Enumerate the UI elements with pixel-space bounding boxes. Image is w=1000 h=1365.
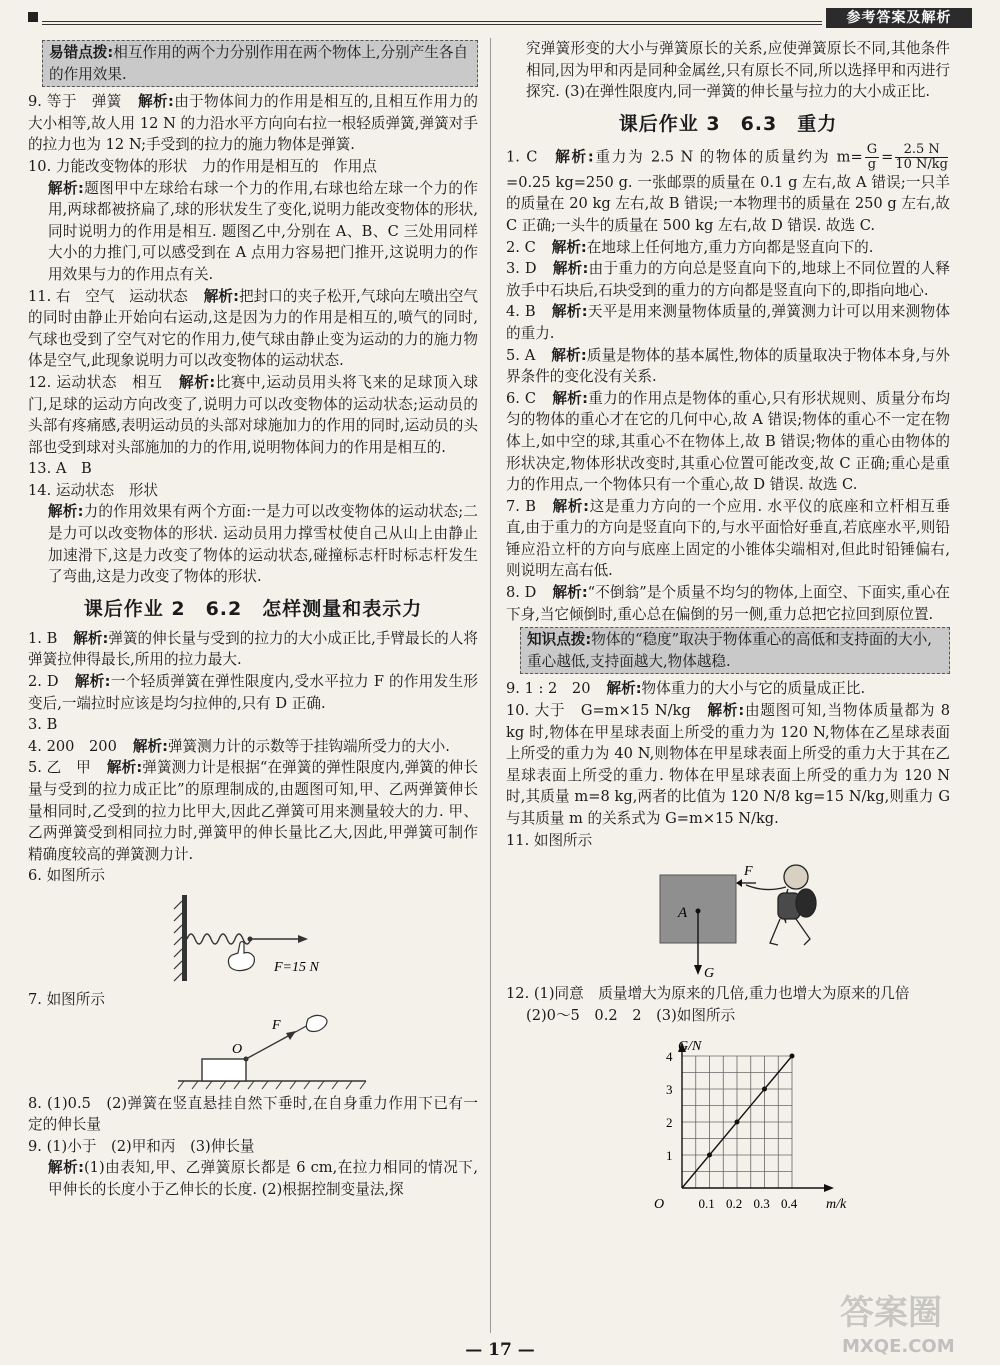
analysis-label: 解析:	[551, 238, 587, 256]
analysis-text: 质量是物体的基本属性,物体的质量取决于物体本身,与外界条件的变化没有关系.	[506, 346, 950, 386]
column-divider	[490, 38, 491, 1333]
analysis-label: 解析:	[551, 303, 588, 321]
analysis-label: 解析:	[203, 287, 239, 305]
analysis-text: 一个轻质弹簧在弹性限度内,受水平拉力 F 的作用发生形变后,一端拉时应该是均匀拉伸的,只有 D 正确.	[28, 673, 479, 712]
frac-num: 2.5 N	[895, 143, 948, 158]
force-label-f: F	[272, 1017, 281, 1033]
origin-label: O	[654, 1197, 665, 1213]
answer-s2q7: 7. 如图所示	[28, 990, 105, 1008]
force-label: F=15 N	[274, 959, 319, 975]
right-column	[506, 38, 950, 1220]
answer-s3q9	[506, 678, 950, 700]
answer-key: 7. B	[506, 497, 536, 515]
wall	[182, 895, 187, 981]
tip-label: 知识点拨:	[527, 631, 592, 649]
hand-icon	[306, 1015, 327, 1031]
answer-key: 2. D	[28, 673, 59, 691]
analysis-label: 解析:	[132, 737, 168, 755]
page-header	[28, 8, 972, 28]
answer-s3q5	[506, 345, 950, 388]
data-point	[762, 1087, 767, 1092]
force-point	[248, 936, 253, 941]
x-axis-arrowhead	[824, 1184, 834, 1192]
answer-key: 11. 右 空气 运动状态	[28, 287, 188, 305]
x-tick-label: 0.4	[781, 1196, 798, 1212]
force-line	[246, 1035, 290, 1059]
answer-s3q1	[506, 143, 950, 237]
answer-s3q6	[506, 388, 950, 496]
block-pull-diagram	[28, 1013, 478, 1091]
analysis-text: 重力的作用点是物体的重心,只有形状规则、质量分布均匀的物体的重心才在它的几何中心,故 A 错误;物体的重心不一定在物体上,如中空的球,其重心不在物体上,故 B 错误;物体的重心由物体的形状决定,物体形状改变时,其重心位置可能改变,故 C 正确;重心是重力的作用点,一个物体只有一个重心,故 D 错误. 故选 C.	[506, 389, 950, 494]
heading-part: 课后作业 2	[83, 597, 186, 620]
frac-num: G	[866, 141, 878, 157]
gravity-label-g: G	[704, 966, 715, 982]
answer-s2q3: 3. B	[28, 716, 58, 734]
left-column	[28, 38, 478, 1201]
section-heading-6-3	[506, 109, 950, 139]
answer-key: 14. 运动状态 形状	[28, 481, 159, 499]
answer-s2q8: 8. (1)0.5 (2)弹簧在竖直悬挂自然下垂时,在自身重力作用下已有一定的伸长量	[28, 1094, 478, 1134]
heading-part: 怎样测量和表示力	[262, 597, 423, 620]
answer-s2q4	[28, 736, 478, 758]
answer-key: 5. 乙 甲	[28, 759, 91, 777]
answer-q11	[28, 286, 478, 372]
tip-text: 相互作用的两个力分别作用在两个物体上,分别产生各自的作用效果.	[49, 44, 469, 83]
answer-s3q10	[506, 700, 950, 830]
analysis-text: =0.25 kg=250 g. 一张邮票的质量在 0.1 g 左右,故 A 错误;一只羊的质量在 20 kg 左右,故 B 错误;一本物理书的质量在 250 g 左右,故 C 正确;一头牛的质量在 500 kg 左右,故 D 错误. 故选 C.	[506, 173, 950, 234]
answer-q14	[28, 480, 478, 502]
x-tick-label: 0.1	[698, 1196, 715, 1212]
analysis-q14	[28, 501, 478, 587]
tip-text: 物体的“稳度”取决于物体重心的高低和支持面的大小,重心越低,支持面越大,物体越稳.	[527, 631, 932, 670]
analysis-label: 解析:	[551, 346, 587, 364]
analysis-text: 比赛中,运动员用头将飞来的足球顶入球门,足球的运动方向改变了,说明力可以改变物体的运动状态;运动员的头部有疼痛感,表明运动员的头部对球施加力的作用的同时,运动员的头部也受到球对头部施加的力的作用,说明物体间力的作用是相互的.	[28, 373, 478, 456]
analysis-text: 力的作用效果有两个方面:一是力可以改变物体的运动状态;二是力可以改变物体的形状. 运动员用力撑雪杖使自己从山上由静止加速滑下,这是力改变了物体的运动状态,碰撞标志杆时标志杆发生了弯曲,这是力改变了物体的形状.	[48, 503, 478, 586]
header-square-mark	[28, 12, 38, 22]
analysis-text: 弹簧测力计是根据“在弹簧的弹性限度内,弹簧的伸长量与受到的拉力成正比”的原理制成的,由题图可知,甲、乙两弹簧伸长量相同时,乙受到的拉力比甲大,因此乙弹簧可用来测量较大的力. 甲、乙两弹簧受到相同拉力时,弹簧甲的伸长量比乙大,因此,甲弹簧可制作精确度较高的弹簧测力计.	[28, 759, 478, 863]
person-pushing-icon	[746, 865, 816, 945]
answer-key: 9. 等于 弹簧	[28, 93, 122, 111]
analysis-label: 解析:	[48, 1159, 84, 1177]
answer-s3q11: 11. 如图所示	[506, 831, 593, 849]
answer-q12	[28, 372, 478, 458]
answer-q9	[28, 91, 478, 156]
y-axis-label: G/N	[678, 1039, 702, 1055]
heading-part: 课后作业 3	[618, 112, 721, 135]
graph-axes	[666, 1042, 834, 1211]
watermark-url: MXQE.COM	[842, 1336, 955, 1357]
answer-key: 3. D	[506, 260, 537, 278]
heading-part: 6.3	[740, 112, 778, 135]
data-point	[707, 1153, 712, 1158]
analysis-text: 弹簧测力计的示数等于挂钩端所受力的大小.	[167, 737, 450, 755]
x-tick-label: 0.2	[726, 1196, 743, 1212]
analysis-text: 天平是用来测量物体质量的,弹簧测力计可以用来测物体的重力.	[506, 303, 950, 342]
analysis-label: 解析:	[106, 759, 143, 777]
answer-s2q2	[28, 671, 478, 714]
tip-label: 易错点拨:	[49, 44, 114, 61]
answer-s2q9: 9. (1)小于 (2)甲和丙 (3)伸长量	[28, 1137, 255, 1155]
x-axis-label: m/k	[826, 1197, 847, 1213]
answer-q13: 13. A B	[28, 460, 92, 478]
analysis-q10	[28, 178, 478, 286]
ground-hatch	[178, 1081, 366, 1089]
answer-key: 10. 大于 G=m×15 N/kg	[506, 702, 691, 720]
arrowhead	[298, 935, 308, 943]
analysis-label: 解析:	[706, 702, 745, 720]
answer-s3q12: 12. (1)同意 质量增大为原来的几倍,重力也增大为原来的几倍	[506, 985, 910, 1003]
analysis-text: 由于重力的方向总是竖直向下的,地球上不同位置的人释放手中石块后,石块受到的重力的方向都是竖直向下的,即指向地心.	[506, 260, 951, 299]
answer-s3q7	[506, 496, 950, 582]
y-tick-label: 2	[666, 1115, 673, 1131]
answer-q10	[28, 156, 478, 178]
analysis-label: 解析:	[48, 503, 84, 521]
analysis-text: 弹簧的伸长量与受到的拉力的大小成正比,手臂最长的人将弹簧拉伸得最长,所用的拉力最大.	[28, 629, 478, 669]
analysis-text: 重力为 2.5 N 的物体的质量约为 m=	[593, 148, 863, 166]
analysis-text: 题图甲中左球给右球一个力的作用,右球也给左球一个力的作用,两球都被挤扁了,球的形状发生了变化,说明力能改变物体的形状,同时说明力的作用是相互. 题图乙中,分别在 A、B、C 三处用同样大小的力推门,可以感受到在 A 点用力容易把门推开,这说明力的作用效果与力的作用点有关.	[48, 179, 478, 283]
push-box-diagram	[506, 853, 950, 981]
header-tag: 参考答案及解析	[826, 8, 972, 28]
analysis-text: 把封口的夹子松开,气球向左喷出空气的同时由静止开始向右运动,这是因为力的作用是相互的,喷气的同时,气球也受到了空气对它的作用力,使气球由静止变为运动的力的施力物体是空气,此现象说明力可以改变物体的运动状态.	[28, 287, 478, 370]
answer-key: 9. 1 : 2 20	[506, 680, 591, 698]
spring-diagram	[28, 889, 478, 987]
answer-key: 8. D	[506, 584, 537, 602]
watermark-text: 答案圈	[840, 1293, 942, 1333]
data-point	[735, 1120, 740, 1125]
answer-key: 1. B	[28, 629, 58, 647]
tip-box-mistake	[42, 40, 478, 87]
heading-part: 6.2	[205, 597, 243, 620]
x-tick-label: 0.3	[753, 1196, 770, 1212]
answer-s3q2	[506, 237, 950, 259]
analysis-label: 解析:	[137, 93, 174, 111]
page-number: — 17 —	[465, 1340, 535, 1360]
analysis-text: 在地球上任何地方,重力方向都是竖直向下的.	[586, 238, 874, 256]
answer-s2q6: 6. 如图所示	[28, 867, 105, 885]
wall-hatch	[174, 901, 182, 981]
analysis-continued: 究弹簧形变的大小与弹簧原长的关系,应使弹簧原长不同,其他条件相同,因为甲和丙是同种金属丝,只有原长不同,所以选择甲和丙进行探究. (3)在弹性限度内,同一弹簧的伸长量与拉力的大小成正比.	[526, 40, 950, 101]
y-tick-label: 1	[666, 1148, 673, 1164]
fraction-value	[895, 143, 948, 172]
section-heading-6-2	[28, 594, 478, 624]
y-tick-label: 3	[666, 1082, 673, 1098]
analysis-text: 由题图可知,当物体质量都为 8 kg 时,物体在甲星球表面上所受的重力为 120 N,物体在乙星球表面上所受的重力为 40 N,则物体在甲星球表面上所受的重力大于其在乙星球表面上所受的重力. 物体在甲星球表面上所受的重力为 120 N 时,其质量 m=8 kg,两者的比值为 120 N/8 kg=15 N/kg,则重力 G 与其质量 m 的关系式为 G=m×15 N/kg.	[506, 702, 950, 827]
analysis-label: 解析:	[551, 497, 589, 515]
tip-box-knowledge	[520, 627, 950, 674]
fraction-g-over-g	[865, 143, 879, 172]
analysis-text: (1)由表知,甲、乙弹簧原长都是 6 cm,在拉力相同的情况下,甲伸长的长度小于乙伸长的长度. (2)根据控制变量法,探	[48, 1159, 478, 1198]
answer-s3q4	[506, 301, 950, 344]
watermark-logo	[830, 1280, 990, 1360]
answer-s2q1	[28, 628, 478, 671]
answer-key: 1. C	[506, 148, 538, 166]
analysis-label: 解析:	[178, 373, 216, 391]
answer-s2q5	[28, 757, 478, 865]
answer-key: 6. C	[506, 389, 537, 407]
analysis-s2q9	[28, 1157, 478, 1200]
analysis-label: 解析:	[74, 673, 111, 691]
arrowhead	[694, 965, 702, 975]
answer-key: 5. A	[506, 346, 536, 364]
point-label-o: O	[232, 1041, 243, 1057]
graph-line	[682, 1054, 795, 1189]
frac-den: g	[867, 156, 877, 172]
answer-key: 12. 运动状态 相互	[28, 373, 163, 391]
analysis-text: 由于物体间力的作用是相互的,且相互作用力的大小相等,故人用 12 N 的力沿水平方向向右拉一根轻质弹簧,弹簧对手的拉力也为 12 N;手受到的拉力的施力物体是弹簧.	[28, 93, 478, 154]
block	[202, 1059, 246, 1081]
hand-icon	[228, 941, 254, 970]
analysis-text: 这是重力方向的一个应用. 水平仪的底座和立杆相互垂直,由于重力的方向是竖直向下的,与水平面恰好垂直,若底座水平,则铅锤应沿立杆的方向与底座上固定的小锥体尖端相对,但此时铅锤偏右,则说明左高右低.	[506, 497, 950, 580]
y-tick-label: 4	[666, 1049, 673, 1065]
equals-sign: =	[881, 148, 894, 166]
frac-den: 10 N/kg	[895, 156, 948, 172]
analysis-label: 解析:	[552, 389, 588, 407]
answer-key: 4. B	[506, 303, 536, 321]
g-vs-m-graph	[506, 1028, 950, 1218]
arrowhead	[736, 879, 742, 887]
answer-s3q12-cont: (2)0～5 0.2 2 (3)如图所示	[526, 1006, 736, 1024]
box-label-a: A	[678, 905, 688, 922]
analysis-label: 解析:	[73, 629, 109, 647]
answer-key: 2. C	[506, 238, 536, 256]
analysis-label: 解析:	[553, 148, 594, 166]
analysis-text: 物体重力的大小与它的质量成正比.	[641, 680, 866, 698]
analysis-label: 解析:	[48, 179, 84, 197]
analysis-label: 解析:	[552, 260, 589, 278]
analysis-text: “不倒翁”是个质量不均匀的物体,上面空、下面实,重心在下身,当它倾倒时,重心总在偏倒的另一侧,重力总把它拉回到原位置.	[506, 584, 950, 623]
data-point	[790, 1054, 795, 1059]
answer-key: 4. 200 200	[28, 737, 117, 755]
answer-key: 10. 力能改变物体的形状 力的作用是相互的 作用点	[28, 157, 377, 175]
answer-s3q8	[506, 582, 950, 625]
push-force-label-f: F	[744, 864, 753, 880]
analysis-label: 解析:	[606, 680, 642, 698]
header-rule	[42, 21, 822, 25]
answer-s3q3	[506, 258, 950, 301]
analysis-label: 解析:	[552, 584, 588, 602]
heading-part: 重力	[797, 112, 838, 135]
